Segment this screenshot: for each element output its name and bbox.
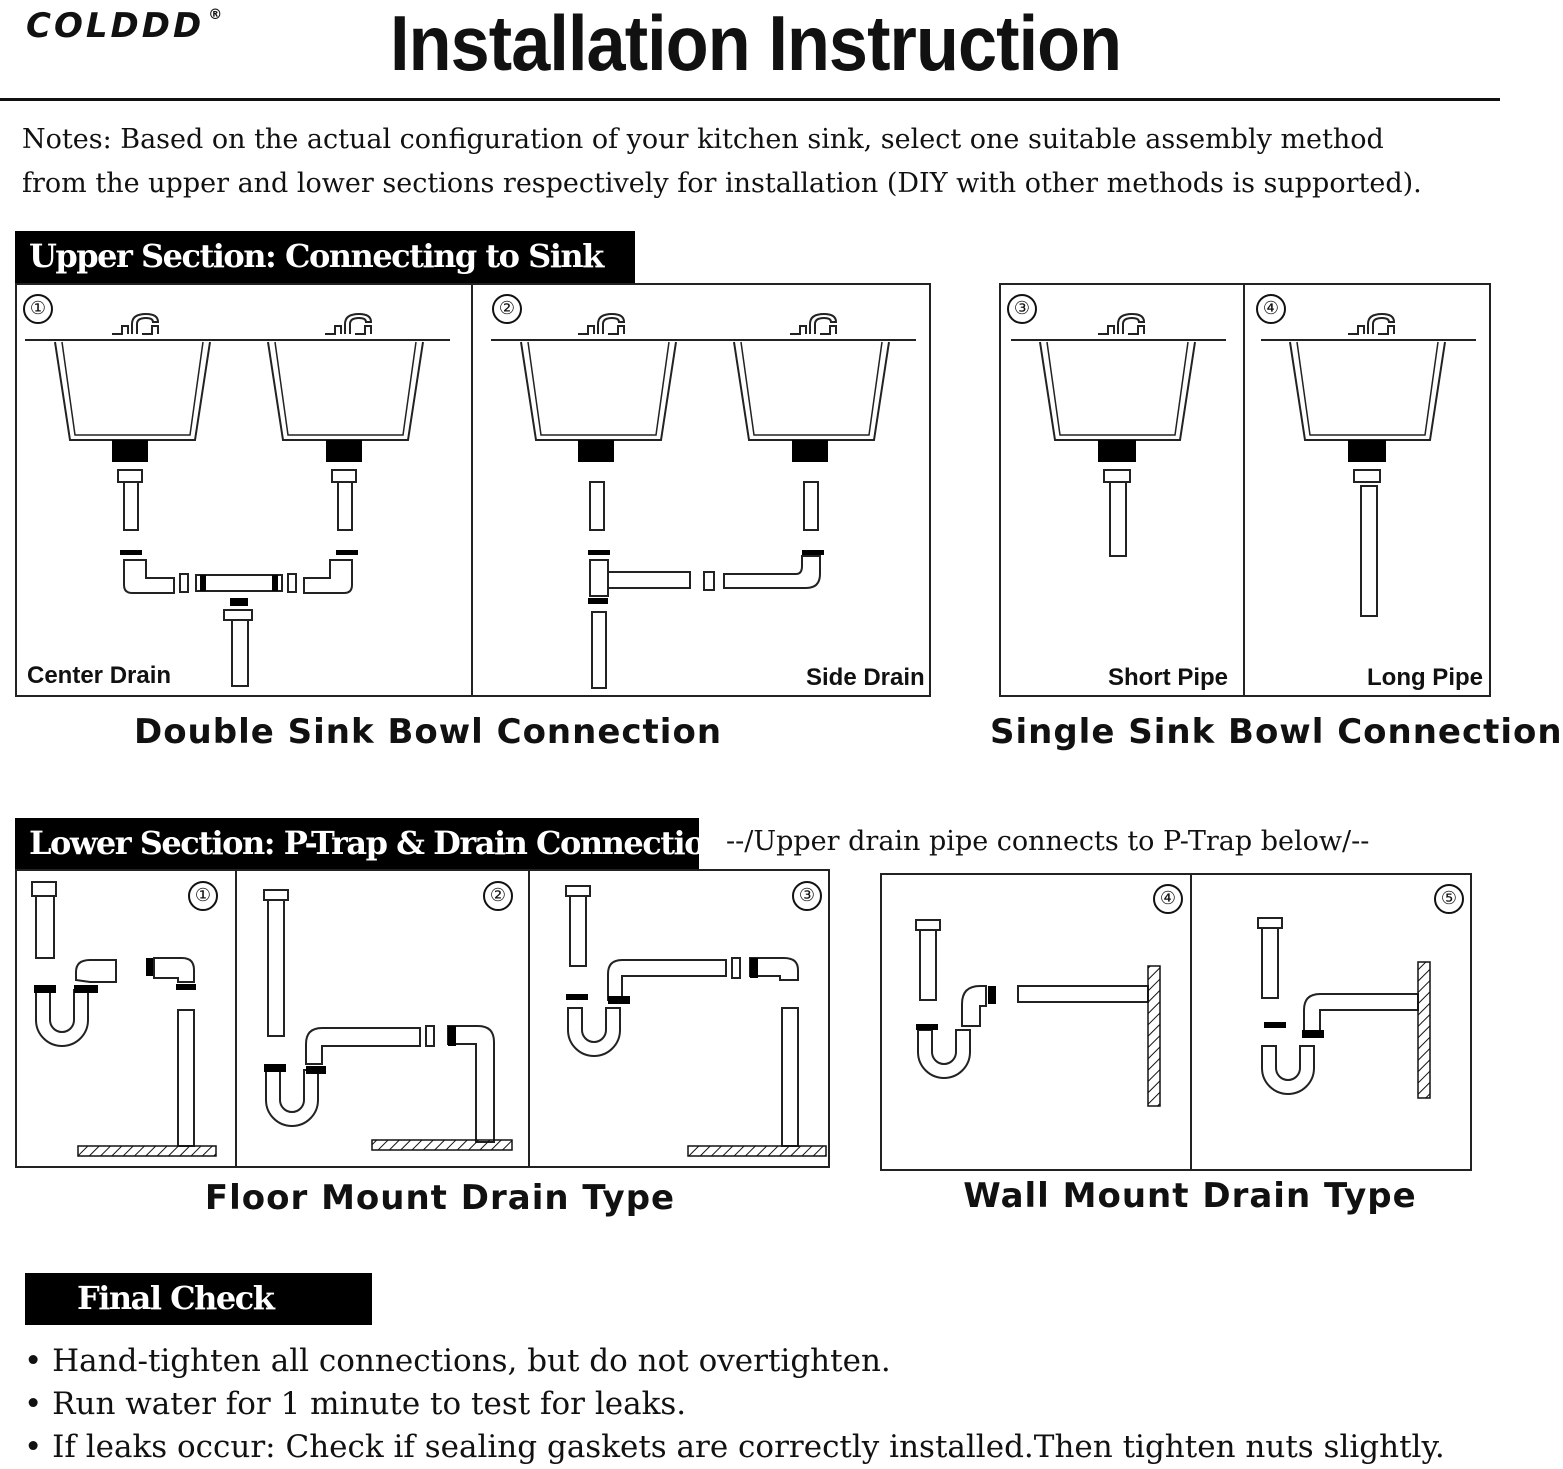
lower-section-heading: Lower Section: P-Trap & Drain Connection	[15, 818, 699, 870]
floor-mount-caption: Floor Mount Drain Type	[204, 1178, 676, 1218]
final-check-heading: Final Check	[25, 1273, 372, 1325]
upper-panel-1-number: ①	[23, 294, 53, 324]
upper-panel-3-number: ③	[1007, 294, 1037, 324]
upper-section-heading: Upper Section: Connecting to Sink	[15, 231, 635, 284]
double-bowl-caption: Double Sink Bowl Connection	[133, 712, 723, 752]
final-check-item: • Hand-tighten all connections, but do not overtighten.	[24, 1343, 891, 1379]
lower-section-hint: --/Upper drain pipe connects to P-Trap below/--	[726, 826, 1370, 857]
notes-line-1: Notes: Based on the actual configuration of your kitchen sink, select one suitable assembly method	[22, 124, 1384, 155]
single-bowl-caption: Single Sink Bowl Connection	[990, 712, 1563, 752]
long-pipe-label: Long Pipe	[1367, 664, 1483, 691]
long-pipe-drawing	[1261, 314, 1476, 616]
page-title: Installation Instruction	[390, 0, 1122, 87]
floor-drain-3-drawing	[566, 886, 826, 1156]
upper-panel-2-number: ②	[492, 294, 522, 324]
wall-drain-5-drawing	[1258, 918, 1430, 1098]
wall-mount-caption: Wall Mount Drain Type	[963, 1176, 1417, 1216]
center-drain-drawing	[25, 314, 450, 686]
floor-drain-1-drawing	[32, 882, 216, 1156]
wall-drain-4-drawing	[916, 920, 1160, 1106]
lower-panel-3-number: ③	[792, 881, 822, 911]
side-drain-drawing	[491, 314, 916, 688]
floor-drain-2-drawing	[264, 890, 512, 1150]
final-check-item: • Run water for 1 minute to test for leaks.	[24, 1386, 687, 1422]
center-drain-label: Center Drain	[27, 662, 172, 689]
lower-panel-2-number: ②	[483, 881, 513, 911]
side-drain-label: Side Drain	[806, 664, 925, 691]
short-pipe-drawing	[1011, 314, 1226, 556]
upper-panel-4-number: ④	[1256, 294, 1286, 324]
short-pipe-label: Short Pipe	[1108, 664, 1229, 691]
brand-name: COLDDD	[26, 6, 205, 46]
lower-panel-1-number: ①	[188, 881, 218, 911]
final-check-list	[24, 1340, 1445, 1469]
registered-mark: ®	[208, 6, 226, 23]
lower-panel-4-number: ④	[1153, 884, 1183, 914]
final-check-item: • If leaks occur: Check if sealing gaskets are correctly installed.Then tighten nuts slightly.	[24, 1429, 1445, 1465]
lower-panel-5-number: ⑤	[1434, 884, 1464, 914]
notes-line-2: from the upper and lower sections respectively for installation (DIY with other methods is supported).	[22, 168, 1422, 199]
